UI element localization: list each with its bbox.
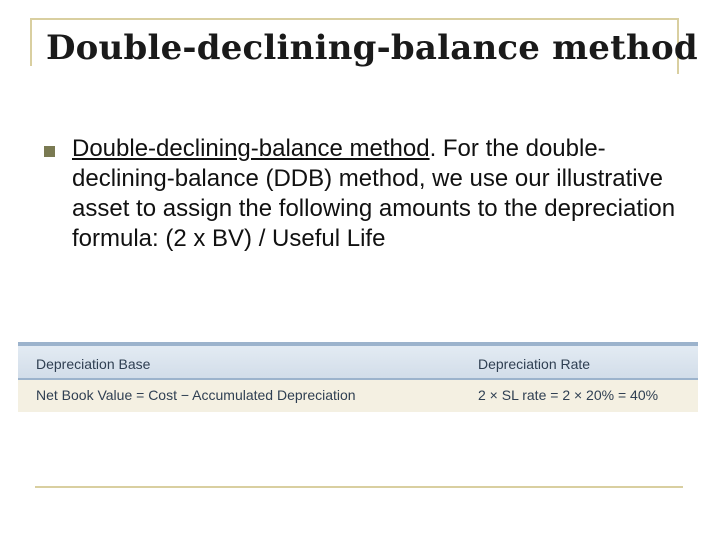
table-row bbox=[18, 380, 698, 412]
header-depreciation-base: Depreciation Base bbox=[36, 356, 151, 372]
slide-title: Double-declining-balance method bbox=[46, 28, 698, 68]
bullet-square-icon bbox=[44, 146, 55, 157]
cell-depreciation-base: Net Book Value = Cost − Accumulated Depreciation bbox=[36, 387, 356, 403]
bullet-body: . For the double-declining-balance (DDB) method, we use our illustrative asset to assign the following amounts to the depreciation formula: (2 x BV) / Useful Life bbox=[72, 135, 676, 252]
cell-depreciation-rate: 2 × SL rate = 2 × 20% = 40% bbox=[478, 387, 659, 403]
bullet-lead-term: Double-declining-balance method bbox=[72, 135, 430, 162]
frame-left-line bbox=[30, 18, 32, 66]
bullet-text bbox=[72, 134, 682, 254]
footer-line bbox=[35, 486, 683, 488]
table-header-row bbox=[18, 342, 698, 380]
header-depreciation-rate: Depreciation Rate bbox=[478, 356, 591, 372]
depreciation-table bbox=[18, 342, 698, 412]
frame-top-line bbox=[30, 18, 678, 20]
